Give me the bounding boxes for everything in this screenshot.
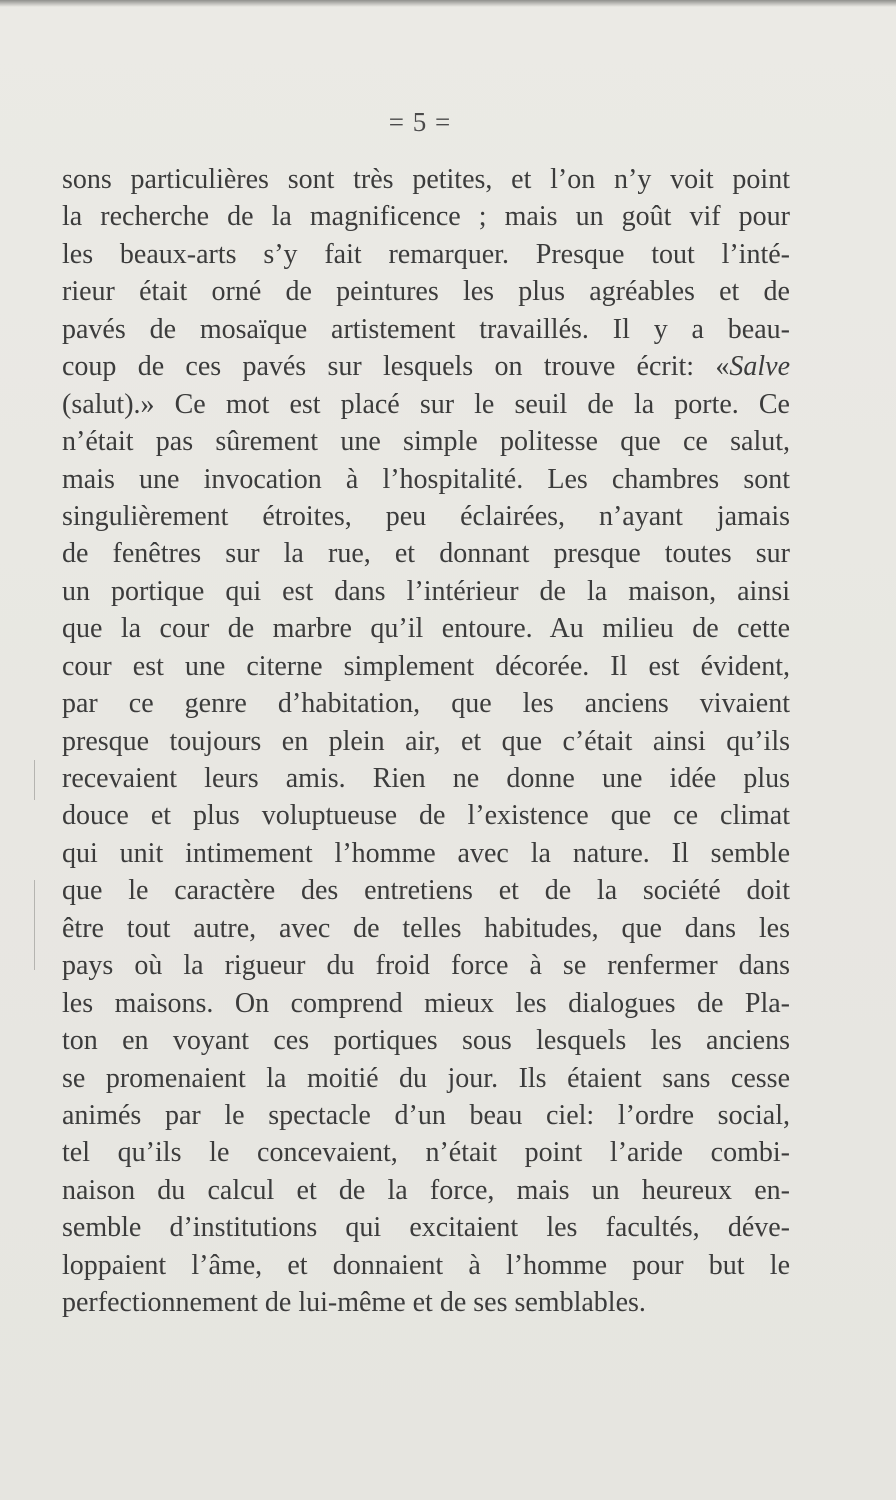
- text-line-content: se promenaient la moitié du jour. Ils étaient sans cesse: [62, 1062, 790, 1094]
- text-line: [62, 535, 790, 572]
- text-line-content: que la cour de marbre qu’il entoure. Au milieu de cette: [62, 613, 790, 645]
- text-line: [62, 498, 790, 535]
- text-line-content: semble d’institutions qui excitaient les facultés, déve-: [62, 1212, 790, 1244]
- text-line: [62, 348, 790, 385]
- text-line-content: coup de ces pavés sur lesquels on trouve écrit: «: [62, 351, 730, 383]
- italic-word: Salve: [729, 351, 790, 383]
- text-line-content: cour est une citerne simplement décorée. Il est évident,: [62, 650, 790, 682]
- body-text: [62, 161, 790, 1322]
- text-line-content: pays où la rigueur du froid force à se renfermer dans: [62, 950, 790, 982]
- text-line: [62, 685, 790, 722]
- text-line-content: pavés de mosaïque artistement travaillés. Il y a beau-: [62, 313, 790, 345]
- text-line: [62, 461, 790, 498]
- text-line-content: singulièrement étroites, peu éclairées, n’ayant jamais: [62, 500, 790, 532]
- text-line-content: douce et plus voluptueuse de l’existence que ce climat: [62, 800, 790, 832]
- page-number: = 5 =: [388, 107, 452, 137]
- text-line-content: loppaient l’âme, et donnaient à l’homme pour but le: [62, 1249, 790, 1281]
- text-line-content: n’était pas sûrement une simple politesse que ce salut,: [62, 426, 790, 458]
- text-line-content: naison du calcul et de la force, mais un heureux en-: [62, 1174, 790, 1206]
- text-line: [62, 1209, 790, 1246]
- text-line: [62, 1172, 790, 1209]
- text-line-content: sons particulières sont très petites, et l’on n’y voit point: [62, 164, 790, 195]
- text-line-content: de fenêtres sur la rue, et donnant presque toutes sur: [62, 538, 790, 570]
- text-line: [62, 910, 790, 947]
- margin-mark: [34, 760, 35, 800]
- text-line: [62, 947, 790, 984]
- text-line: [62, 610, 790, 647]
- text-line: [62, 835, 790, 872]
- text-line: [62, 723, 790, 760]
- text-line: [62, 985, 790, 1022]
- text-line-content: (salut).» Ce mot est placé sur le seuil de la porte. Ce: [62, 388, 790, 420]
- text-line: [62, 273, 790, 310]
- text-line-content: qui unit intimement l’homme avec la nature. Il semble: [62, 837, 790, 869]
- text-line-content: presque toujours en plein air, et que c’était ainsi qu’ils: [62, 725, 790, 757]
- text-line-content: recevaient leurs amis. Rien ne donne une idée plus: [62, 763, 790, 794]
- text-line-content: par ce genre d’habitation, que les anciens vivaient: [62, 688, 790, 720]
- text-line: [62, 1247, 790, 1284]
- text-line: [62, 872, 790, 909]
- text-line: [62, 573, 790, 610]
- text-line-content: un portique qui est dans l’intérieur de la maison, ainsi: [62, 575, 790, 607]
- text-line: [62, 797, 790, 834]
- text-line-content: la recherche de la magnificence ; mais un goût vif pour: [62, 201, 790, 233]
- text-line: [62, 1022, 790, 1059]
- text-line-content: perfectionnement de lui-même et de ses semblables.: [62, 1287, 646, 1319]
- text-line: [62, 311, 790, 348]
- text-line: [62, 236, 790, 273]
- text-line: [62, 1284, 790, 1321]
- text-line-content: les maisons. On comprend mieux les dialogues de Pla-: [62, 987, 790, 1019]
- text-line-content: que le caractère des entretiens et de la société doit: [62, 875, 790, 907]
- page-top-edge: [0, 0, 896, 7]
- text-line: [62, 161, 790, 198]
- text-line-content: ton en voyant ces portiques sous lesquels les anciens: [62, 1025, 790, 1057]
- text-line-content: les beaux-arts s’y fait remarquer. Presque tout l’inté-: [62, 238, 790, 270]
- text-line-content: tel qu’ils le concevaient, n’était point l’aride combi-: [62, 1137, 790, 1169]
- text-line: [62, 760, 790, 797]
- text-line-content: mais une invocation à l’hospitalité. Les chambres sont: [62, 463, 790, 495]
- margin-mark: [34, 880, 35, 970]
- text-line: [62, 1134, 790, 1171]
- text-line: [62, 1097, 790, 1134]
- text-line-content: être tout autre, avec de telles habitudes, que dans les: [62, 912, 790, 944]
- text-line: [62, 386, 790, 423]
- text-line: [62, 198, 790, 235]
- text-line-content: rieur était orné de peintures les plus agréables et de: [62, 276, 790, 308]
- text-line-content: animés par le spectacle d’un beau ciel: l’ordre social,: [62, 1099, 790, 1131]
- text-line: [62, 1060, 790, 1097]
- text-line: [62, 423, 790, 460]
- text-line: [62, 648, 790, 685]
